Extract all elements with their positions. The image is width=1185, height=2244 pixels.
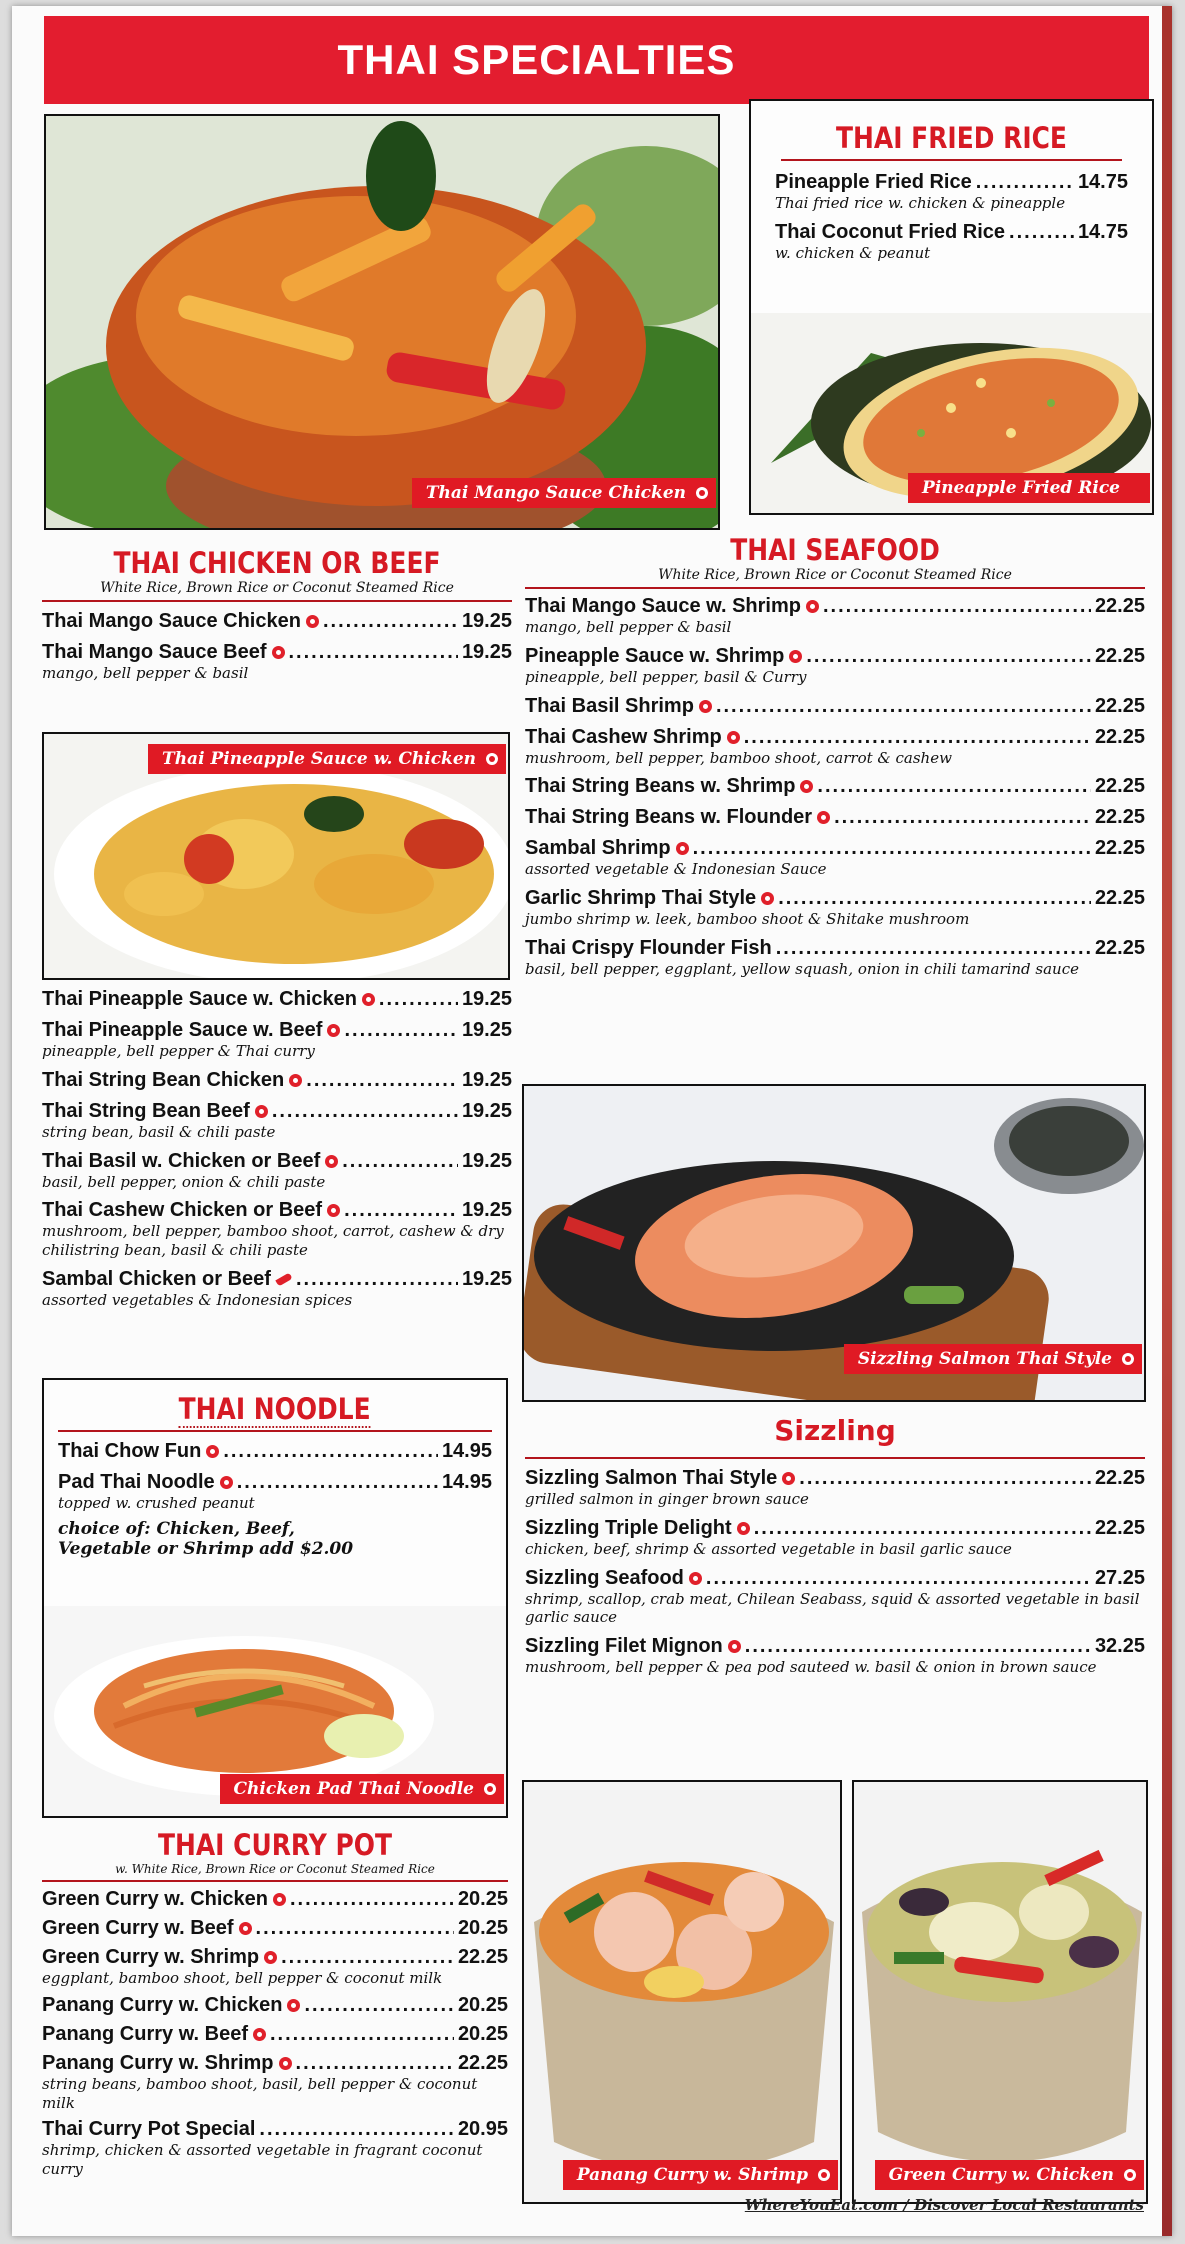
- spicy-icon: [486, 753, 498, 765]
- item-row: [42, 610, 512, 633]
- item-description: grilled salmon in ginger brown sauce: [525, 1490, 809, 1508]
- item-name: Panang Curry w. Shrimp: [42, 2052, 292, 2075]
- section-title: THAI CHICKEN OR BEEF: [113, 546, 441, 580]
- item-description: assorted vegetable & Indonesian Sauce: [525, 860, 827, 879]
- divider: [58, 1430, 492, 1432]
- dot-leader: [296, 2052, 454, 2075]
- page-title: THAI SPECIALTIES: [44, 16, 1149, 104]
- list-item: [775, 221, 1128, 263]
- list-item: [42, 1069, 512, 1092]
- photo-caption: Panang Curry w. Shrimp: [563, 2160, 838, 2190]
- item-row: [42, 1268, 512, 1291]
- item-description: shrimp, scallop, crab meat, Chilean Seabass, squid & assorted vegetable in basil garlic sauce: [525, 1589, 1140, 1627]
- item-row: [525, 887, 1145, 910]
- item-name: Pineapple Sauce w. Shrimp: [525, 645, 802, 668]
- item-row: [525, 937, 1145, 960]
- item-price: 14.75: [1077, 220, 1128, 243]
- item-price: 19.25: [461, 988, 512, 1010]
- item-price: 22.25: [1094, 725, 1145, 748]
- item-description: basil, bell pepper, eggplant, yellow squash, onion in chili tamarind sauce: [525, 959, 1079, 978]
- item-name: Thai Pineapple Sauce w. Chicken: [42, 988, 375, 1011]
- photo-caption: Pineapple Fried Rice: [908, 473, 1150, 503]
- item-row: [42, 2118, 508, 2141]
- item-description: shrimp, chicken & assorted vegetable in fragrant coconut curry: [42, 2141, 483, 2178]
- item-row: [58, 1471, 492, 1494]
- photo-caption: Green Curry w. Chicken: [875, 2160, 1144, 2190]
- item-price: 19.25: [461, 1068, 512, 1091]
- item-row: [775, 171, 1128, 194]
- item-description: assorted vegetables & Indonesian spices: [42, 1290, 353, 1309]
- item-price: 19.25: [461, 1267, 512, 1290]
- watermark-link[interactable]: WhereYouEat.com / Discover Local Restaurants: [744, 2196, 1144, 2214]
- list-item: [525, 775, 1145, 798]
- item-price: 14.75: [1077, 171, 1128, 193]
- dot-leader: [256, 1917, 454, 1940]
- spicy-icon: [325, 1155, 338, 1168]
- list-item: [42, 1268, 512, 1310]
- item-row: [525, 1467, 1145, 1490]
- panang-curry-image: [524, 1782, 842, 2204]
- choice-note: choice of: Chicken, Beef, Vegetable or Shrimp add $2.00: [58, 1518, 354, 1560]
- dot-leader: [342, 1150, 458, 1173]
- chicken-beef-list: [42, 980, 512, 1310]
- list-item: [42, 1199, 512, 1260]
- item-row: [42, 988, 512, 1011]
- item-price: 19.25: [461, 1149, 512, 1172]
- item-name: Garlic Shrimp Thai Style: [525, 887, 774, 910]
- item-name: Thai Cashew Chicken or Beef: [42, 1199, 340, 1222]
- dot-leader: [223, 1440, 438, 1463]
- item-name: Panang Curry w. Chicken: [42, 1994, 300, 2017]
- item-row: [525, 1517, 1145, 1540]
- spicy-icon: [761, 892, 774, 905]
- item-row: [42, 641, 512, 664]
- item-price: 22.25: [1094, 936, 1145, 959]
- curry-list: [42, 1888, 508, 2179]
- dot-leader: [976, 171, 1074, 194]
- item-price: 22.25: [457, 2051, 508, 2074]
- item-row: [525, 695, 1145, 718]
- item-row: [525, 806, 1145, 829]
- item-description: chicken, beef, shrimp & assorted vegetable in basil garlic sauce: [525, 1539, 1012, 1558]
- item-price: 22.25: [1094, 595, 1145, 617]
- photo-pineapple-chicken: [42, 732, 510, 980]
- spicy-icon: [699, 700, 712, 713]
- spicy-icon: [272, 646, 285, 659]
- dot-leader: [379, 988, 458, 1011]
- list-item: [525, 1467, 1145, 1509]
- item-price: 20.25: [457, 1888, 508, 1910]
- item-name: Sizzling Filet Mignon: [525, 1635, 741, 1658]
- list-item: [775, 171, 1128, 213]
- noodle-box: [42, 1378, 508, 1818]
- section-subtitle: White Rice, Brown Rice or Coconut Steamed Rice: [658, 567, 1012, 583]
- spicy-icon: [239, 1922, 252, 1935]
- noodle-list: [44, 1440, 506, 1560]
- spicy-icon: [327, 1204, 340, 1217]
- item-price: 14.95: [441, 1471, 492, 1493]
- fried-rice-list: [751, 171, 1152, 263]
- item-name: Pineapple Fried Rice: [775, 171, 972, 193]
- item-description: string bean, basil & chili paste: [42, 1122, 276, 1141]
- list-item: [525, 1567, 1145, 1628]
- dot-leader: [834, 806, 1091, 829]
- list-item: [42, 2052, 508, 2113]
- dot-leader: [1009, 221, 1074, 244]
- spicy-icon: [362, 993, 375, 1006]
- item-row: [42, 1150, 512, 1173]
- list-item: [58, 1471, 492, 1513]
- divider: [525, 587, 1145, 589]
- item-name: Thai String Bean Beef: [42, 1100, 268, 1123]
- spicy-icon: [817, 811, 830, 824]
- list-item: [42, 2118, 508, 2179]
- item-row: [525, 837, 1145, 860]
- dot-leader: [745, 1635, 1091, 1658]
- item-price: 22.25: [1094, 887, 1145, 909]
- section-title: THAI CURRY POT: [157, 1828, 392, 1862]
- item-row: [525, 775, 1145, 798]
- item-price: 19.25: [461, 1199, 512, 1222]
- item-description: topped w. crushed peanut: [58, 1494, 255, 1512]
- item-row: [525, 645, 1145, 668]
- dot-leader: [281, 1946, 454, 1969]
- item-row: [42, 1994, 508, 2017]
- item-price: 22.25: [1094, 806, 1145, 829]
- spicy-icon: [279, 2057, 292, 2070]
- spicy-icon: [800, 780, 813, 793]
- dot-leader: [290, 1888, 454, 1911]
- dot-leader: [806, 645, 1091, 668]
- list-item: [42, 1019, 512, 1061]
- item-price: 32.25: [1094, 1635, 1145, 1657]
- item-row: [525, 726, 1145, 749]
- section-title: THAI SEAFOOD: [730, 533, 940, 567]
- item-name: Sizzling Salmon Thai Style: [525, 1467, 795, 1490]
- list-item: [525, 726, 1145, 768]
- item-name: Thai Cashew Shrimp: [525, 726, 740, 749]
- spicy-icon: [264, 1951, 277, 1964]
- list-item: [525, 595, 1145, 637]
- page-edge: [1162, 6, 1172, 2236]
- photo-caption: Thai Mango Sauce Chicken: [412, 478, 716, 508]
- dot-leader: [817, 775, 1091, 798]
- item-description: eggplant, bamboo shoot, bell pepper & coconut milk: [42, 1969, 443, 1987]
- item-row: [58, 1440, 492, 1463]
- dot-leader: [237, 1471, 438, 1494]
- item-price: 20.25: [457, 1993, 508, 2016]
- item-name: Green Curry w. Shrimp: [42, 1946, 277, 1969]
- dot-leader: [259, 2118, 454, 2141]
- dot-leader: [344, 1199, 458, 1222]
- item-description: mushroom, bell pepper, bamboo shoot, carrot, cashew & dry chilistring bean, basil & chili paste: [42, 1222, 504, 1259]
- list-item: [525, 695, 1145, 718]
- item-name: Thai Mango Sauce Beef: [42, 641, 285, 664]
- list-item: [42, 1946, 508, 1988]
- section-seafood: [525, 533, 1145, 979]
- spicy-icon: [484, 1783, 496, 1795]
- list-item: [525, 837, 1145, 879]
- photo-caption: Thai Pineapple Sauce w. Chicken: [148, 744, 506, 774]
- spicy-icon: [1122, 1353, 1134, 1365]
- item-price: 20.25: [457, 1917, 508, 1939]
- item-price: 22.25: [1094, 1516, 1145, 1539]
- section-curry-pot: [42, 1828, 508, 2179]
- chili-icon: [275, 1272, 292, 1286]
- item-name: Thai Coconut Fried Rice: [775, 220, 1006, 243]
- spicy-icon: [782, 1472, 795, 1485]
- list-item: [525, 645, 1145, 687]
- dot-leader: [304, 1994, 454, 2017]
- dot-leader: [270, 2023, 454, 2046]
- item-row: [525, 595, 1145, 618]
- list-item: [525, 937, 1145, 979]
- dot-leader: [776, 937, 1091, 960]
- photo-caption: Chicken Pad Thai Noodle: [220, 1774, 505, 1804]
- item-price: 27.25: [1094, 1566, 1145, 1589]
- spicy-icon: [289, 1074, 302, 1087]
- list-item: [42, 988, 512, 1011]
- spicy-icon: [689, 1572, 702, 1585]
- spicy-icon: [220, 1476, 233, 1489]
- spicy-icon: [818, 2169, 830, 2181]
- list-item: [42, 610, 512, 633]
- item-name: Thai Crispy Flounder Fish: [525, 936, 772, 959]
- list-item: [42, 1888, 508, 1911]
- section-title: Sizzling: [774, 1414, 896, 1447]
- section-subtitle: w. White Rice, Brown Rice or Coconut Steamed Rice: [115, 1862, 435, 1876]
- item-description: jumbo shrimp w. leek, bamboo shoot & Shitake mushroom: [525, 910, 970, 928]
- item-price: 22.25: [1094, 644, 1145, 667]
- item-name: Sambal Chicken or Beef: [42, 1268, 292, 1291]
- item-row: [42, 1100, 512, 1123]
- dot-leader: [693, 837, 1091, 860]
- item-row: [775, 221, 1128, 244]
- spicy-icon: [676, 842, 689, 855]
- item-price: 22.25: [457, 1946, 508, 1968]
- spicy-icon: [737, 1522, 750, 1535]
- section-subtitle: White Rice, Brown Rice or Coconut Steamed Rice: [100, 580, 454, 596]
- item-name: Pad Thai Noodle: [58, 1471, 233, 1494]
- list-item: [42, 641, 512, 683]
- dot-leader: [778, 887, 1091, 910]
- item-row: [42, 1917, 508, 1940]
- spicy-icon: [789, 650, 802, 663]
- item-name: Green Curry w. Beef: [42, 1917, 252, 1940]
- dot-leader: [289, 641, 458, 664]
- seafood-list: [525, 595, 1145, 979]
- divider: [42, 1880, 508, 1882]
- list-item: [525, 1517, 1145, 1559]
- item-name: Thai String Beans w. Flounder: [525, 806, 830, 829]
- item-row: [42, 1888, 508, 1911]
- menu-page: [12, 6, 1172, 2236]
- photo-mango-chicken: [44, 114, 720, 530]
- spicy-icon: [696, 487, 708, 499]
- spicy-icon: [273, 1893, 286, 1906]
- item-price: 20.95: [457, 2118, 508, 2141]
- dot-leader: [296, 1268, 458, 1291]
- photo-caption: Sizzling Salmon Thai Style: [844, 1344, 1142, 1374]
- list-item: [42, 1994, 508, 2017]
- item-row: [42, 1019, 512, 1042]
- divider: [42, 600, 512, 602]
- sizzling-list: [525, 1467, 1145, 1677]
- spicy-icon: [253, 2028, 266, 2041]
- divider: [525, 1457, 1145, 1459]
- dot-leader: [706, 1567, 1091, 1590]
- spicy-icon: [306, 615, 319, 628]
- item-name: Thai Chow Fun: [58, 1440, 219, 1463]
- item-description: mushroom, bell pepper & pea pod sauteed w. basil & onion in brown sauce: [525, 1658, 1097, 1676]
- item-price: 19.25: [461, 610, 512, 632]
- item-price: 19.25: [461, 1019, 512, 1041]
- item-name: Thai String Beans w. Shrimp: [525, 775, 813, 798]
- photo-panang-curry: [522, 1780, 842, 2204]
- list-item: [58, 1440, 492, 1463]
- dot-leader: [323, 610, 458, 633]
- item-name: Thai Basil Shrimp: [525, 695, 712, 718]
- section-title: THAI FRIED RICE: [836, 121, 1067, 155]
- item-name: Sambal Shrimp: [525, 837, 689, 860]
- item-price: 22.25: [1094, 837, 1145, 860]
- section-chicken-beef: [42, 546, 512, 683]
- section-title: THAI NOODLE: [178, 1392, 372, 1426]
- list-item: [525, 887, 1145, 929]
- list-item: [525, 1635, 1145, 1677]
- spicy-icon: [255, 1105, 268, 1118]
- photo-green-curry: [852, 1780, 1148, 2204]
- dot-leader: [344, 1019, 457, 1042]
- item-price: 14.95: [441, 1440, 492, 1462]
- spicy-icon: [206, 1445, 219, 1458]
- item-price: 22.25: [1094, 694, 1145, 717]
- spicy-icon: [806, 600, 819, 613]
- item-description: pineapple, bell pepper, basil & Curry: [525, 667, 807, 686]
- item-name: Panang Curry w. Beef: [42, 2023, 266, 2046]
- item-name: Thai String Bean Chicken: [42, 1069, 302, 1092]
- item-description: mango, bell pepper & basil: [42, 664, 249, 682]
- dot-leader: [306, 1069, 458, 1092]
- list-item: [42, 1917, 508, 1940]
- section-sizzling: [525, 1414, 1145, 1677]
- item-price: 20.25: [457, 2022, 508, 2045]
- item-row: [42, 1069, 512, 1092]
- mango-chicken-image: [46, 116, 720, 530]
- item-row: [42, 1199, 512, 1222]
- dot-leader: [716, 695, 1091, 718]
- item-description: pineapple, bell pepper & Thai curry: [42, 1042, 315, 1060]
- item-price: 22.25: [1094, 775, 1145, 798]
- dot-leader: [823, 595, 1091, 618]
- item-name: Sizzling Seafood: [525, 1567, 702, 1590]
- item-name: Sizzling Triple Delight: [525, 1517, 750, 1540]
- item-description: basil, bell pepper, onion & chili paste: [42, 1172, 326, 1191]
- item-price: 19.25: [461, 641, 512, 663]
- item-name: Green Curry w. Chicken: [42, 1888, 286, 1911]
- spicy-icon: [287, 1999, 300, 2012]
- item-description: string beans, bamboo shoot, basil, bell pepper & coconut milk: [42, 2074, 478, 2112]
- item-row: [525, 1567, 1145, 1590]
- list-item: [525, 806, 1145, 829]
- item-price: 22.25: [1094, 1467, 1145, 1489]
- spicy-icon: [728, 1640, 741, 1653]
- item-row: [42, 1946, 508, 1969]
- item-row: [42, 2023, 508, 2046]
- dot-leader: [744, 726, 1091, 749]
- fried-rice-box: [749, 99, 1154, 515]
- item-description: Thai fried rice w. chicken & pineapple: [775, 194, 1066, 212]
- spicy-icon: [1124, 2169, 1136, 2181]
- item-row: [42, 2052, 508, 2075]
- item-description: w. chicken & peanut: [775, 243, 931, 262]
- item-price: 19.25: [461, 1099, 512, 1122]
- item-name: Thai Mango Sauce w. Shrimp: [525, 595, 819, 618]
- list-item: [42, 1100, 512, 1142]
- dot-leader: [272, 1100, 458, 1123]
- item-description: mushroom, bell pepper, bamboo shoot, carrot & cashew: [525, 748, 952, 767]
- photo-sizzling-salmon: [522, 1084, 1146, 1402]
- spicy-icon: [727, 731, 740, 744]
- item-name: Thai Mango Sauce Chicken: [42, 610, 319, 633]
- dot-leader: [799, 1467, 1091, 1490]
- divider: [781, 159, 1122, 161]
- list-item: [42, 1150, 512, 1192]
- item-name: Thai Pineapple Sauce w. Beef: [42, 1019, 340, 1042]
- green-curry-image: [854, 1782, 1148, 2204]
- item-name: Thai Curry Pot Special: [42, 2118, 256, 2141]
- item-name: Thai Basil w. Chicken or Beef: [42, 1150, 338, 1173]
- spicy-icon: [327, 1024, 340, 1037]
- item-description: mango, bell pepper & basil: [525, 618, 732, 636]
- dot-leader: [754, 1517, 1091, 1540]
- list-item: [42, 2023, 508, 2046]
- item-row: [525, 1635, 1145, 1658]
